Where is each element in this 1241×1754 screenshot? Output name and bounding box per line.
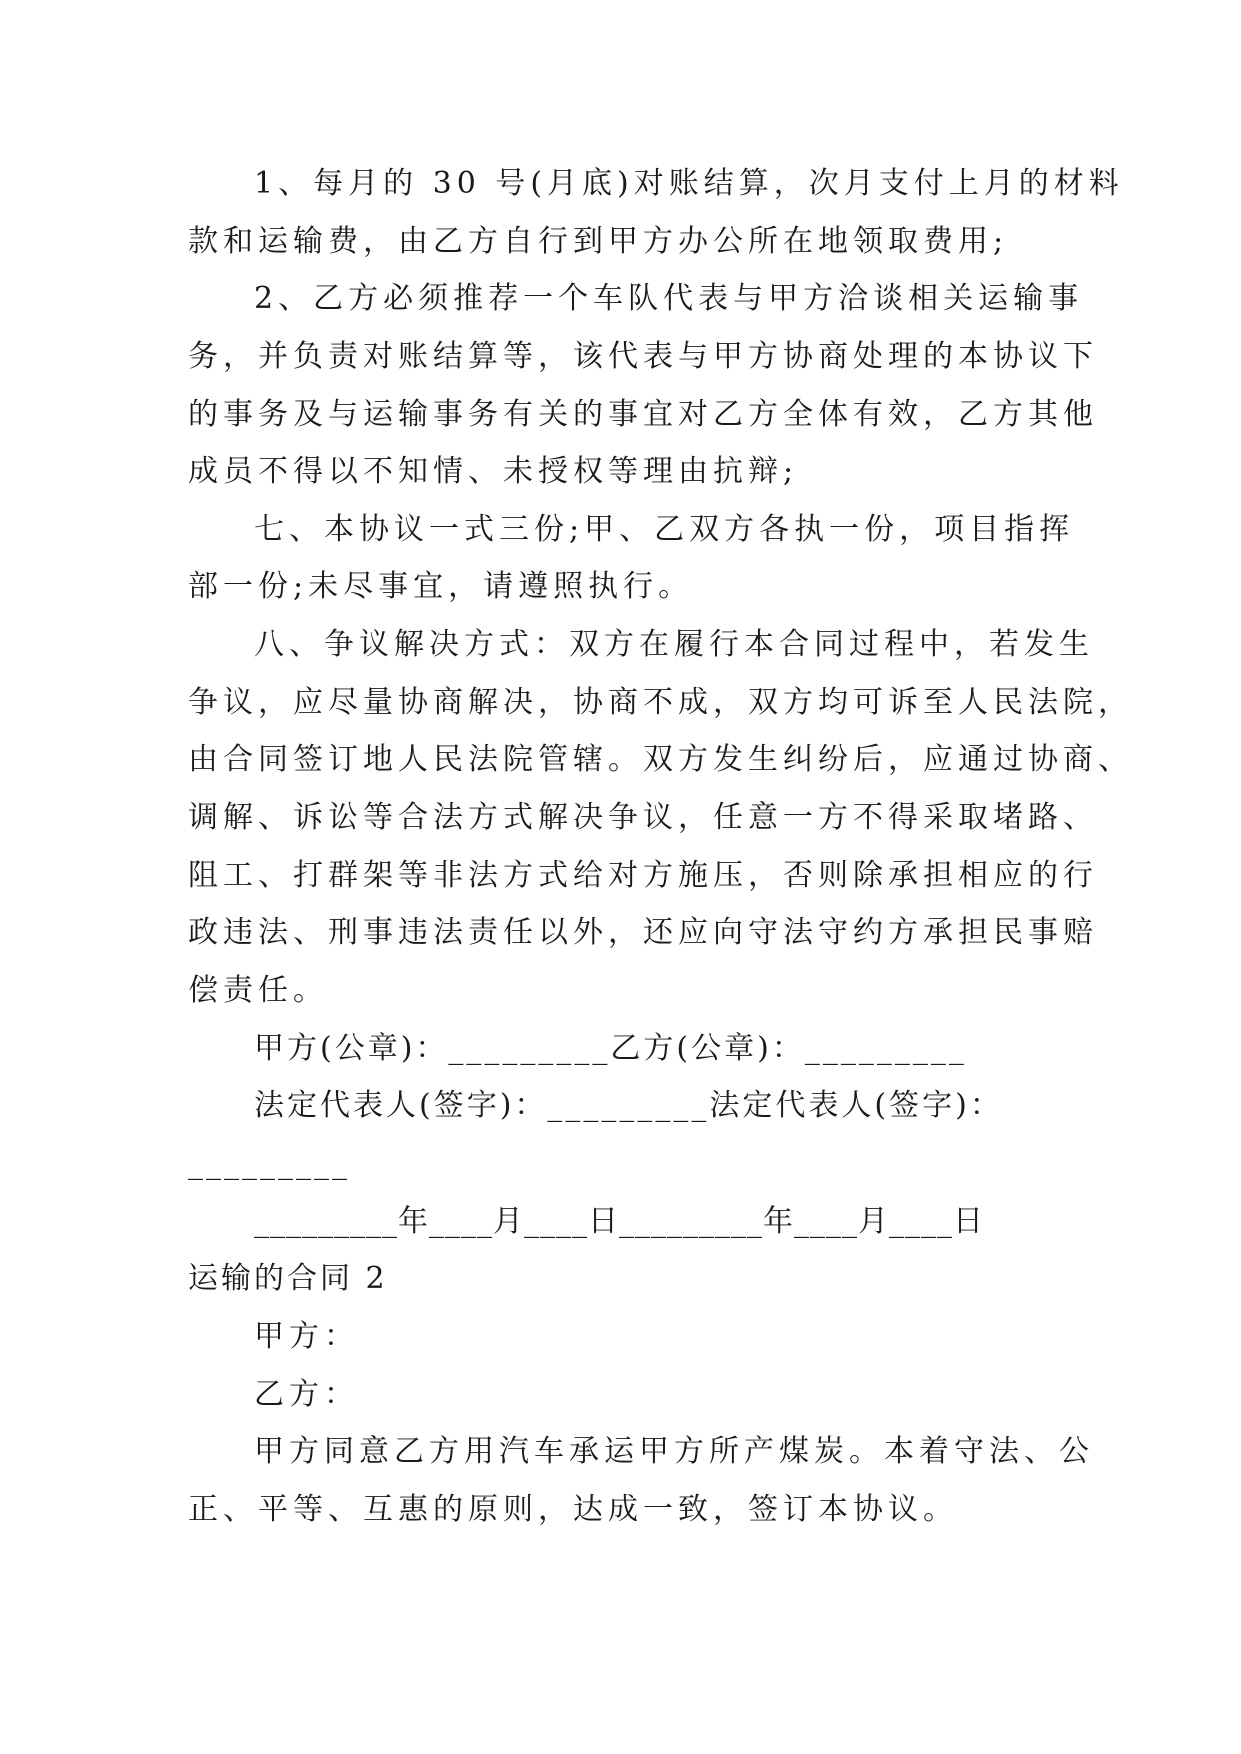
paragraph-2-line-4: 成员不得以不知情、未授权等理由抗辩;	[188, 454, 799, 489]
seal-line: 甲方(公章)：_________乙方(公章)：_________	[254, 1031, 967, 1066]
paragraph-2-line-2: 务，并负责对账结算等，该代表与甲方协商处理的本协议下	[188, 339, 1098, 374]
clause-8-line-6: 政违法、刑事违法责任以外，还应向守法守约方承担民事赔	[188, 915, 1098, 950]
clause-8-line-3: 由合同签订地人民法院管辖。双方发生纠纷后，应通过协商、	[188, 742, 1133, 777]
clause-7-line-1: 七、本协议一式三份;甲、乙双方各执一份，项目指挥	[254, 512, 1075, 547]
clause-8-line-1: 八、争议解决方式：双方在履行本合同过程中，若发生	[254, 627, 1094, 662]
date-line: _________年____月____日_________年____月____日	[254, 1204, 984, 1239]
contract-2-title: 运输的合同 2	[188, 1261, 388, 1296]
clause-7-line-2: 部一份;未尽事宜，请遵照执行。	[188, 569, 694, 604]
paragraph-1-line-1: 1、每月的 30 号(月底)对账结算，次月支付上月的材料	[254, 166, 1124, 201]
contract-2-intro-line-2: 正、平等、互惠的原则，达成一致，签订本协议。	[188, 1492, 958, 1527]
party-b-label: 乙方：	[254, 1377, 359, 1412]
clause-8-line-4: 调解、诉讼等合法方式解决争议，任意一方不得采取堵路、	[188, 800, 1098, 835]
party-a-label: 甲方：	[254, 1319, 359, 1354]
paragraph-1-line-2: 款和运输费，由乙方自行到甲方办公所在地领取费用;	[188, 224, 1009, 259]
signature-blank: _________	[188, 1146, 350, 1181]
contract-2-intro-line-1: 甲方同意乙方用汽车承运甲方所产煤炭。本着守法、公	[254, 1434, 1094, 1469]
clause-8-line-7: 偿责任。	[188, 973, 328, 1008]
clause-8-line-5: 阻工、打群架等非法方式给对方施压，否则除承担相应的行	[188, 858, 1098, 893]
paragraph-2-line-1: 2、乙方必须推荐一个车队代表与甲方洽谈相关运输事	[254, 281, 1084, 316]
signature-line: 法定代表人(签字)：_________法定代表人(签字)：	[254, 1088, 1003, 1123]
clause-8-line-2: 争议，应尽量协商解决，协商不成，双方均可诉至人民法院，	[188, 685, 1133, 720]
paragraph-2-line-3: 的事务及与运输事务有关的事宜对乙方全体有效，乙方其他	[188, 397, 1098, 432]
